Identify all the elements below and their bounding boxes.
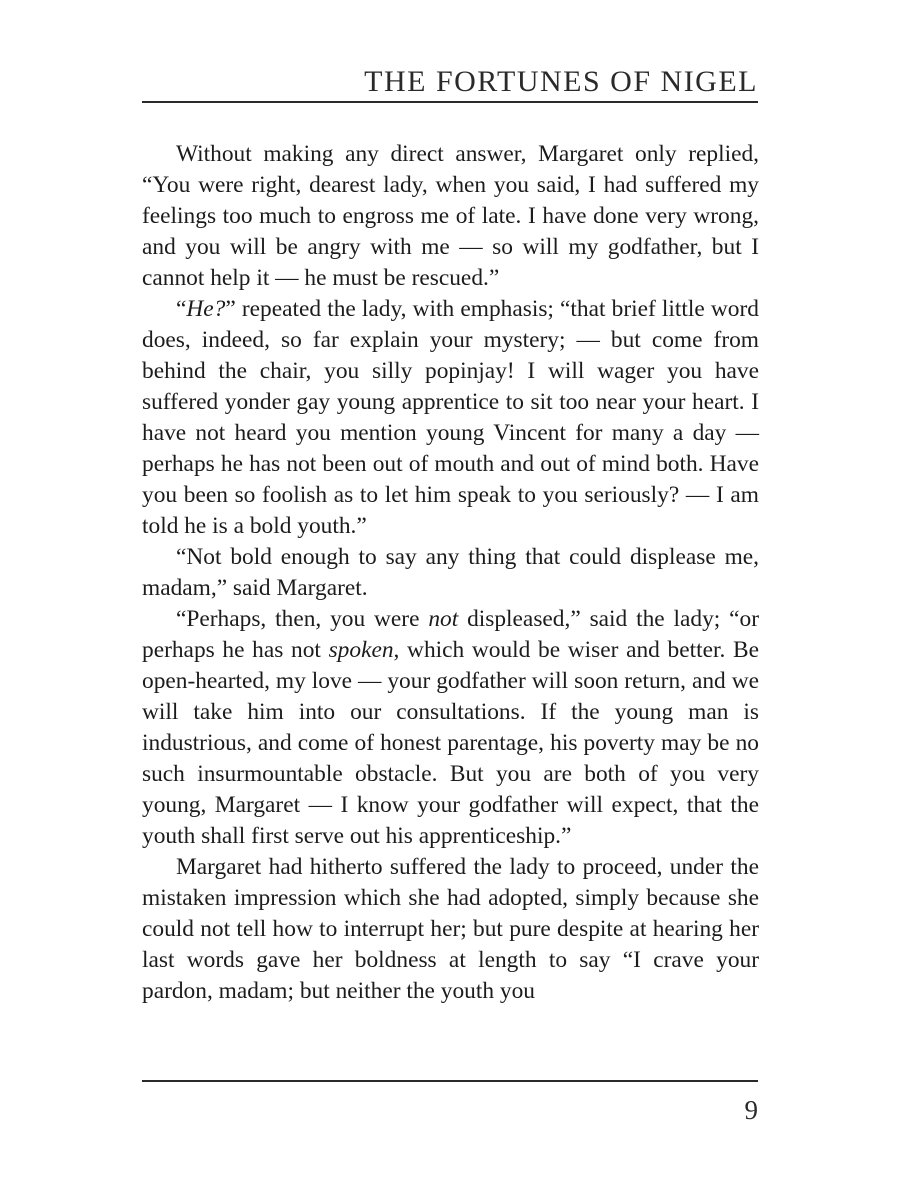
paragraph: [142, 852, 759, 1007]
paragraph: [142, 604, 759, 852]
italic-text: He?: [186, 296, 226, 322]
running-title: THE FORTUNES OF NIGEL: [364, 65, 758, 98]
paragraph: [142, 294, 759, 542]
text-run: displeased,” said the lady; “or perhaps he has not: [142, 606, 760, 663]
text-run: ” repeated the lady, with emphasis; “that brief little word does, indeed, so far explain your mystery; — but come from behind the chair, you silly popinjay! I will wager you have suffered yonder gay young apprentice to sit too near your heart. I have not heard you mention young Vincent for many a day — perhaps he has not been out of mouth and out of mind both. Have you been so foolish as to let him speak to you seriously? — I am told he is a bold youth.”: [142, 296, 759, 539]
page-number: 9: [744, 1095, 758, 1125]
text-run: “Not bold enough to say any thing that could displease me, madam,” said Margaret.: [142, 544, 759, 601]
italic-text: spoken: [328, 637, 394, 663]
body-text: [142, 139, 759, 1007]
italic-text: not: [428, 606, 459, 632]
text-run: Margaret had hitherto suffered the lady to proceed, under the mistaken impression which she had adopted, simply because she could not tell how to interrupt her; but pure despite at hearing her last words gave her boldness at length to say “I crave your pardon, madam; but neither the youth you: [142, 854, 759, 1004]
paragraph: [142, 139, 759, 294]
text-run: Without making any direct answer, Margaret only replied, “You were right, dearest lady, when you said, I had suffered my feelings too much to engross me of late. I have done very wrong, and you will be angry with me — so will my godfather, but I cannot help it — he must be rescued.”: [142, 141, 759, 291]
paragraph: [142, 542, 759, 604]
text-run: “Perhaps, then, you were: [176, 606, 429, 632]
footer-rule: [142, 1080, 758, 1082]
text-run: “: [176, 296, 187, 322]
header-rule: [142, 101, 758, 103]
text-run: , which would be wiser and better. Be open-hearted, my love — your godfather will soon return, and we will take him into our consultations. If the young man is industrious, and come of honest parentage, his poverty may be no such insurmountable obstacle. But you are both of you very young, Margaret — I know your godfather will expect, that the youth shall first serve out his apprenticeship.”: [142, 637, 759, 849]
